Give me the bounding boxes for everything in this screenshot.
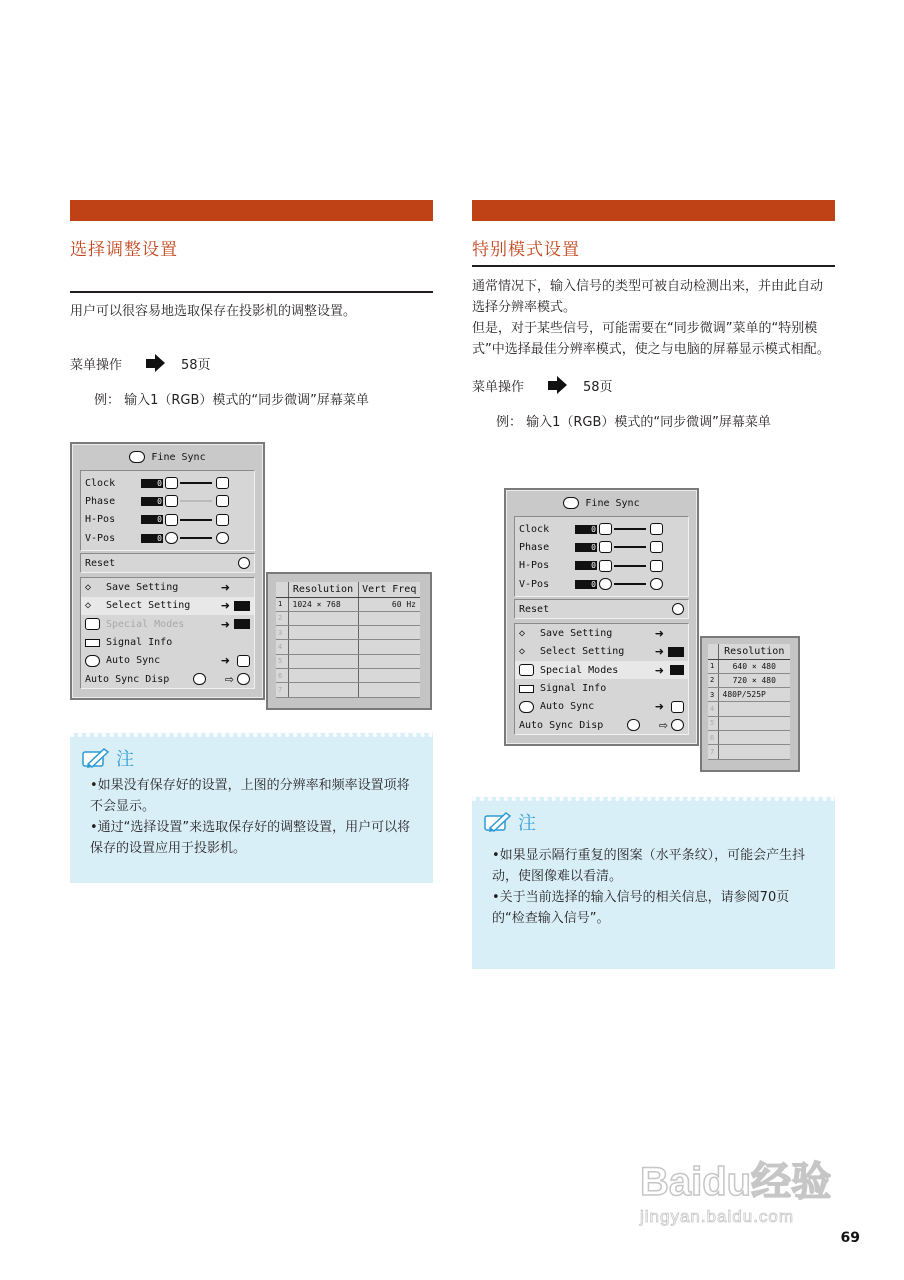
slider-track: [180, 519, 212, 521]
example-caption: 例： 输入1（RGB）模式的“同步微调”屏幕菜单: [94, 393, 369, 408]
reset-icon: [238, 557, 250, 569]
osd-row-clock[interactable]: [515, 520, 688, 538]
osd-row-label: Clock: [85, 477, 116, 489]
hpos-min-icon: [599, 560, 612, 572]
osd-item-signal-info[interactable]: [515, 679, 688, 697]
title-rule: [472, 265, 835, 267]
right-arrow-icon: [146, 354, 165, 372]
osd-row-label: Phase: [519, 541, 550, 553]
table-row[interactable]: 3 480P/525P: [708, 688, 790, 702]
osd-header: [72, 444, 263, 470]
display-icon: [193, 673, 206, 685]
table-row[interactable]: 1 640 × 480: [708, 659, 790, 673]
hpos-max-icon: [216, 514, 229, 526]
osd-row-label: Clock: [519, 523, 550, 535]
slider-track: [180, 537, 212, 539]
slider-track: [614, 565, 646, 567]
osd-row-clock[interactable]: [81, 474, 254, 492]
table-header-row: [276, 582, 420, 597]
arrow-right-icon: ⇨: [658, 718, 668, 732]
note-body: [70, 775, 433, 859]
note-title: 注: [116, 749, 134, 770]
osd-row-value: 0: [141, 515, 163, 524]
osd-reset-panel: [514, 599, 689, 619]
osd-item-label: Auto Sync Disp: [519, 719, 604, 731]
osd-row-value: 0: [575, 580, 597, 589]
table-row[interactable]: 2: [276, 611, 420, 625]
save-setting-icon: ◇: [519, 627, 526, 639]
osd-row-hpos[interactable]: [81, 511, 254, 529]
example-caption: 例： 输入1（RGB）模式的“同步微调”屏幕菜单: [496, 415, 771, 430]
fine-sync-osd-menu: [70, 442, 265, 700]
note-box: [70, 733, 433, 883]
note-bullet: •如果显示隔行重复的图案（水平条纹），可能会产生抖动，使图像难以看清。: [492, 848, 806, 884]
osd-item-label: Save Setting: [106, 582, 179, 594]
auto-sync-icon: [85, 655, 100, 667]
osd-reset-row[interactable]: [81, 554, 254, 572]
slider-track: [614, 546, 646, 548]
table-row[interactable]: 5: [276, 654, 420, 668]
osd-row-label: V-Pos: [519, 578, 550, 590]
watermark-url: jingyan.baidu.com: [640, 1207, 795, 1226]
osd-item-label: Special Modes: [106, 618, 185, 630]
note-bullet: •通过“选择设置”来选取保存好的调整设置，用户可以将保存的设置应用于投影机。: [90, 820, 411, 856]
osd-row-label: H-Pos: [519, 560, 550, 572]
osd-row-label: V-Pos: [85, 532, 116, 544]
right-arrow-icon: [548, 376, 567, 394]
column-header: Resolution: [288, 582, 358, 597]
mode-block-icon: [234, 619, 250, 629]
osd-title: Fine Sync: [585, 497, 640, 509]
watermark-brand: Baidu经验: [640, 1160, 832, 1204]
osd-item-save-setting[interactable]: [515, 624, 688, 642]
osd-items-panel: [514, 623, 689, 735]
osd-row-value: 0: [575, 561, 597, 570]
section-title: 特别模式设置: [472, 240, 580, 260]
signal-info-icon: [519, 685, 534, 693]
table-row[interactable]: 1 1024 × 768 60 Hz: [276, 597, 420, 611]
phase-max-icon: [650, 541, 663, 553]
section-header-bar: [70, 200, 433, 221]
vpos-min-icon: [165, 532, 178, 544]
osd-row-hpos[interactable]: [515, 557, 688, 575]
column-header: Resolution: [718, 644, 790, 659]
note-title: 注: [518, 813, 536, 834]
arrow-right-icon: ⇨: [224, 672, 234, 686]
phase-min-icon: [599, 541, 612, 553]
table-row[interactable]: 7: [708, 745, 790, 759]
arrow-right-icon: ➜: [220, 617, 230, 631]
table-row[interactable]: 3: [276, 626, 420, 640]
arrow-right-icon: ➜: [654, 663, 664, 677]
osd-item-label: Auto Sync: [540, 701, 595, 713]
table-row[interactable]: 4: [708, 702, 790, 716]
osd-item-special-modes[interactable]: [81, 615, 254, 633]
slider-track: [180, 482, 212, 484]
arrow-right-icon: ➜: [654, 627, 664, 641]
note-header: [472, 805, 835, 839]
section-header-bar: [472, 200, 835, 221]
menu-op-page: 58页: [181, 357, 211, 373]
special-modes-icon: [519, 664, 534, 676]
osd-item-label: Auto Sync Disp: [85, 673, 170, 685]
osd-row-vpos[interactable]: [81, 529, 254, 547]
osd-item-special-modes[interactable]: [515, 661, 688, 679]
wave-icon: [671, 719, 684, 731]
osd-item-label: Select Setting: [540, 646, 625, 658]
menu-op-label: 菜单操作: [472, 379, 525, 395]
osd-reset-row[interactable]: [515, 600, 688, 618]
vpos-max-icon: [216, 532, 229, 544]
osd-row-value: 0: [141, 534, 163, 543]
title-rule: [70, 291, 433, 293]
menu-operation: [472, 374, 835, 396]
osd-item-select-setting[interactable]: [81, 597, 254, 615]
phase-min-icon: [165, 495, 178, 507]
osd-row-value: 0: [141, 479, 163, 488]
intro-text: [472, 276, 835, 360]
column-header: Vert Freq: [358, 582, 420, 597]
table-row[interactable]: 7: [276, 683, 420, 697]
osd-item-label: Signal Info: [540, 683, 607, 695]
osd-row-label: Phase: [85, 495, 116, 507]
resolution-table-panel: [700, 636, 800, 772]
arrow-right-icon: ➜: [654, 700, 664, 714]
osd-adjust-panel: [80, 470, 255, 551]
arrow-right-icon: ➜: [220, 599, 230, 613]
osd-item-auto-sync[interactable]: [515, 698, 688, 716]
note-box: [472, 797, 835, 969]
select-setting-icon: ◇: [85, 599, 92, 611]
intro-paragraph: 但是，对于某些信号，可能需要在“同步微调”菜单的“特别模式”中选择最佳分辨率模式，使之与电脑的屏幕显示模式相配。: [472, 321, 830, 357]
note-header: [70, 741, 433, 775]
display-icon: [627, 719, 640, 731]
section-title: 选择调整设置: [70, 240, 178, 260]
vpos-max-icon: [650, 578, 663, 590]
osd-row-value: 0: [575, 543, 597, 552]
auto-sync-off-icon: [671, 701, 684, 713]
osd-row-vpos[interactable]: [515, 575, 688, 593]
osd-row-value: 0: [575, 525, 597, 534]
left-column: [70, 200, 433, 412]
table-row[interactable]: 6: [708, 730, 790, 744]
note-bullet: •如果没有保存好的设置，上图的分辨率和频率设置项将不会显示。: [90, 778, 410, 814]
reset-icon: [672, 603, 684, 615]
table-row[interactable]: 2 720 × 480: [708, 673, 790, 687]
note-body: [472, 845, 835, 929]
page-number: 69: [840, 1230, 860, 1246]
pencil-icon: [482, 810, 512, 834]
fine-sync-icon: [563, 497, 579, 509]
menu-operation: [70, 352, 433, 374]
table-header-row: [708, 644, 790, 659]
reset-label: Reset: [519, 603, 550, 615]
table-row[interactable]: 5: [708, 716, 790, 730]
menu-op-label: 菜单操作: [70, 357, 123, 373]
arrow-right-icon: ➜: [654, 645, 664, 659]
slider-track: [614, 583, 646, 585]
fine-sync-osd-menu: [504, 488, 699, 746]
phase-max-icon: [216, 495, 229, 507]
clock-min-icon: [599, 523, 612, 535]
osd-item-label: Special Modes: [540, 664, 619, 676]
osd-item-auto-sync-disp[interactable]: [515, 716, 688, 734]
arrow-right-icon: ➜: [220, 581, 230, 595]
osd-row-value: 0: [141, 497, 163, 506]
slider-track: [614, 528, 646, 530]
osd-header: [506, 490, 697, 516]
signal-info-icon: [85, 639, 100, 647]
menu-op-page: 58页: [583, 379, 613, 395]
select-setting-icon: ◇: [519, 645, 526, 657]
osd-item-label: Signal Info: [106, 637, 173, 649]
baidu-watermark: [640, 1150, 860, 1240]
osd-reset-panel: [80, 553, 255, 573]
slider-track: [180, 500, 212, 502]
osd-row-phase[interactable]: [515, 538, 688, 556]
auto-sync-icon: [519, 701, 534, 713]
clock-max-icon: [216, 477, 229, 489]
vpos-min-icon: [599, 578, 612, 590]
osd-title: Fine Sync: [151, 451, 206, 463]
resolution-table: [276, 582, 420, 698]
setting-block-icon: [668, 647, 684, 657]
osd-item-save-setting[interactable]: [81, 578, 254, 596]
save-setting-icon: ◇: [85, 581, 92, 593]
hpos-min-icon: [165, 514, 178, 526]
osd-adjust-panel: [514, 516, 689, 597]
osd-item-auto-sync[interactable]: [81, 652, 254, 670]
osd-item-label: Select Setting: [106, 600, 191, 612]
clock-max-icon: [650, 523, 663, 535]
special-modes-icon: [85, 618, 100, 630]
reset-label: Reset: [85, 557, 116, 569]
arrow-right-icon: ➜: [220, 654, 230, 668]
osd-item-signal-info[interactable]: [81, 633, 254, 651]
osd-row-phase[interactable]: [81, 492, 254, 510]
note-bullet: •关于当前选择的输入信号的相关信息，请参阅70页的“检查输入信号”。: [492, 890, 790, 926]
intro-paragraph: 通常情况下，输入信号的类型可被自动检测出来，并由此自动选择分辨率模式。: [472, 279, 824, 315]
osd-item-label: Save Setting: [540, 628, 613, 640]
osd-items-panel: [80, 577, 255, 689]
osd-item-select-setting[interactable]: [515, 643, 688, 661]
osd-row-label: H-Pos: [85, 514, 116, 526]
resolution-table: [708, 644, 790, 760]
osd-item-label: Auto Sync: [106, 655, 161, 667]
right-column: [472, 200, 835, 434]
auto-sync-off-icon: [237, 655, 250, 667]
table-row[interactable]: 4: [276, 640, 420, 654]
fine-sync-icon: [129, 451, 145, 463]
resolution-table-panel: [266, 572, 432, 710]
intro-text: 用户可以很容易地选取保存在投影机的调整设置。: [70, 304, 357, 319]
table-row[interactable]: 6: [276, 668, 420, 682]
clock-min-icon: [165, 477, 178, 489]
setting-block-icon: [234, 601, 250, 611]
hpos-max-icon: [650, 560, 663, 572]
pencil-icon: [80, 746, 110, 770]
osd-item-auto-sync-disp[interactable]: [81, 670, 254, 688]
wave-icon: [237, 673, 250, 685]
mode-block-icon: [670, 665, 684, 675]
